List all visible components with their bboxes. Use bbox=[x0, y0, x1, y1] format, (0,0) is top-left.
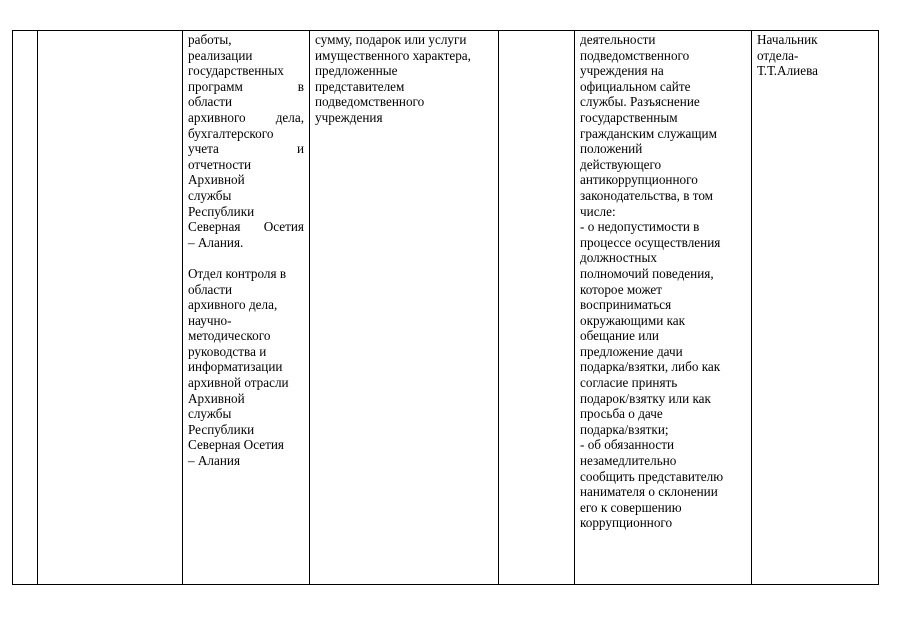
text-line: гражданским служащим bbox=[580, 125, 717, 141]
text-word: и bbox=[296, 141, 304, 157]
text-word: дела, bbox=[275, 109, 304, 125]
text-line: деятельности bbox=[580, 32, 656, 47]
text-line: обещание или bbox=[580, 328, 659, 344]
cell-col-2 bbox=[38, 31, 183, 585]
text-line: Северная Осетия bbox=[188, 437, 284, 453]
text-word: в bbox=[297, 78, 304, 94]
text-line: службы bbox=[188, 187, 232, 203]
cell-col-6 bbox=[575, 31, 752, 585]
text-line: - об обязанности bbox=[580, 437, 675, 453]
text-line: бухгалтерского bbox=[188, 125, 274, 141]
text-line: – Алания bbox=[188, 453, 241, 469]
text-line: предложение дачи bbox=[580, 343, 683, 359]
cell-col-3 bbox=[183, 31, 310, 585]
text-line: незамедлительно bbox=[580, 453, 677, 469]
text-line: Республики bbox=[188, 203, 255, 219]
text-line: полномочий поведения, bbox=[580, 265, 714, 281]
text-word: Осетия bbox=[263, 219, 304, 235]
text-line: учреждения на bbox=[580, 63, 664, 79]
text-line: представителем bbox=[315, 78, 405, 94]
text-line: положений bbox=[580, 141, 643, 157]
text-line: его к совершению bbox=[580, 499, 682, 515]
text-line: согласие принять bbox=[580, 375, 678, 391]
text-line: – Алания. bbox=[188, 234, 244, 250]
text-line: области bbox=[188, 281, 233, 297]
paragraph-gap bbox=[188, 250, 304, 266]
text-line: Отдел контроля в bbox=[188, 265, 287, 281]
text-word: программ bbox=[188, 78, 243, 94]
text-line: Архивной bbox=[188, 390, 245, 406]
text-line: службы. Разъяснение bbox=[580, 94, 700, 110]
text-line bbox=[188, 110, 304, 126]
text-line: архивной отрасли bbox=[188, 375, 289, 391]
text-line: предложенные bbox=[315, 63, 398, 79]
text-line: Архивной bbox=[188, 172, 245, 188]
text-line: нанимателя о склонении bbox=[580, 484, 718, 500]
text-line: государственным bbox=[580, 109, 678, 125]
cell-col-7 bbox=[752, 31, 879, 585]
text-line: подарок/взятку или как bbox=[580, 390, 711, 406]
text-line: Т.Т.Алиева bbox=[757, 63, 818, 79]
cell-col-4 bbox=[310, 31, 499, 585]
text-line: учреждения bbox=[315, 109, 383, 125]
text-line: реализации bbox=[188, 47, 253, 63]
text-line: Начальник bbox=[757, 32, 818, 47]
text-line: официальном сайте bbox=[580, 78, 691, 94]
cell-col-1 bbox=[13, 31, 38, 585]
text-line bbox=[188, 79, 304, 95]
text-line: Республики bbox=[188, 421, 255, 437]
text-line bbox=[188, 219, 304, 235]
text-line: числе: bbox=[580, 203, 616, 219]
text-line: окружающими как bbox=[580, 312, 686, 328]
text-line: коррупционного bbox=[580, 515, 673, 531]
text-line: восприниматься bbox=[580, 297, 672, 313]
text-line: подведомственного bbox=[580, 47, 690, 63]
text-line: сообщить представителю bbox=[580, 468, 724, 484]
text-word: учета bbox=[188, 141, 219, 157]
text-line: государственных bbox=[188, 63, 284, 79]
text-line: подведомственного bbox=[315, 94, 425, 110]
text-line: которое может bbox=[580, 281, 663, 297]
cell-col-5 bbox=[499, 31, 575, 585]
text-line: отчетности bbox=[188, 156, 252, 172]
text-line: - о недопустимости в bbox=[580, 219, 700, 235]
text-line: работы, bbox=[188, 32, 232, 47]
text-word: архивного bbox=[188, 109, 246, 125]
text-line: действующего bbox=[580, 156, 662, 172]
text-line: подарка/взятки; bbox=[580, 421, 669, 437]
text-line: сумму, подарок или услуги bbox=[315, 32, 467, 47]
text-line: отдела- bbox=[757, 47, 799, 63]
table-row bbox=[13, 31, 879, 585]
text-word: Северная bbox=[188, 219, 241, 235]
text-line: подарка/взятки, либо как bbox=[580, 359, 721, 375]
text-line: информатизации bbox=[188, 359, 283, 375]
text-line: антикоррупционного bbox=[580, 172, 698, 188]
document-table bbox=[12, 30, 879, 585]
text-line: законодательства, в том bbox=[580, 187, 714, 203]
text-line: архивного дела, bbox=[188, 297, 278, 313]
text-line: научно- bbox=[188, 312, 232, 328]
text-line bbox=[188, 141, 304, 157]
text-line: области bbox=[188, 94, 233, 110]
text-line: службы bbox=[188, 406, 232, 422]
text-line: должностных bbox=[580, 250, 657, 266]
text-line: методического bbox=[188, 328, 271, 344]
text-line: руководства и bbox=[188, 343, 267, 359]
text-line: процессе осуществления bbox=[580, 234, 721, 250]
text-line: имущественного характера, bbox=[315, 47, 471, 63]
text-line: просьба о даче bbox=[580, 406, 663, 422]
